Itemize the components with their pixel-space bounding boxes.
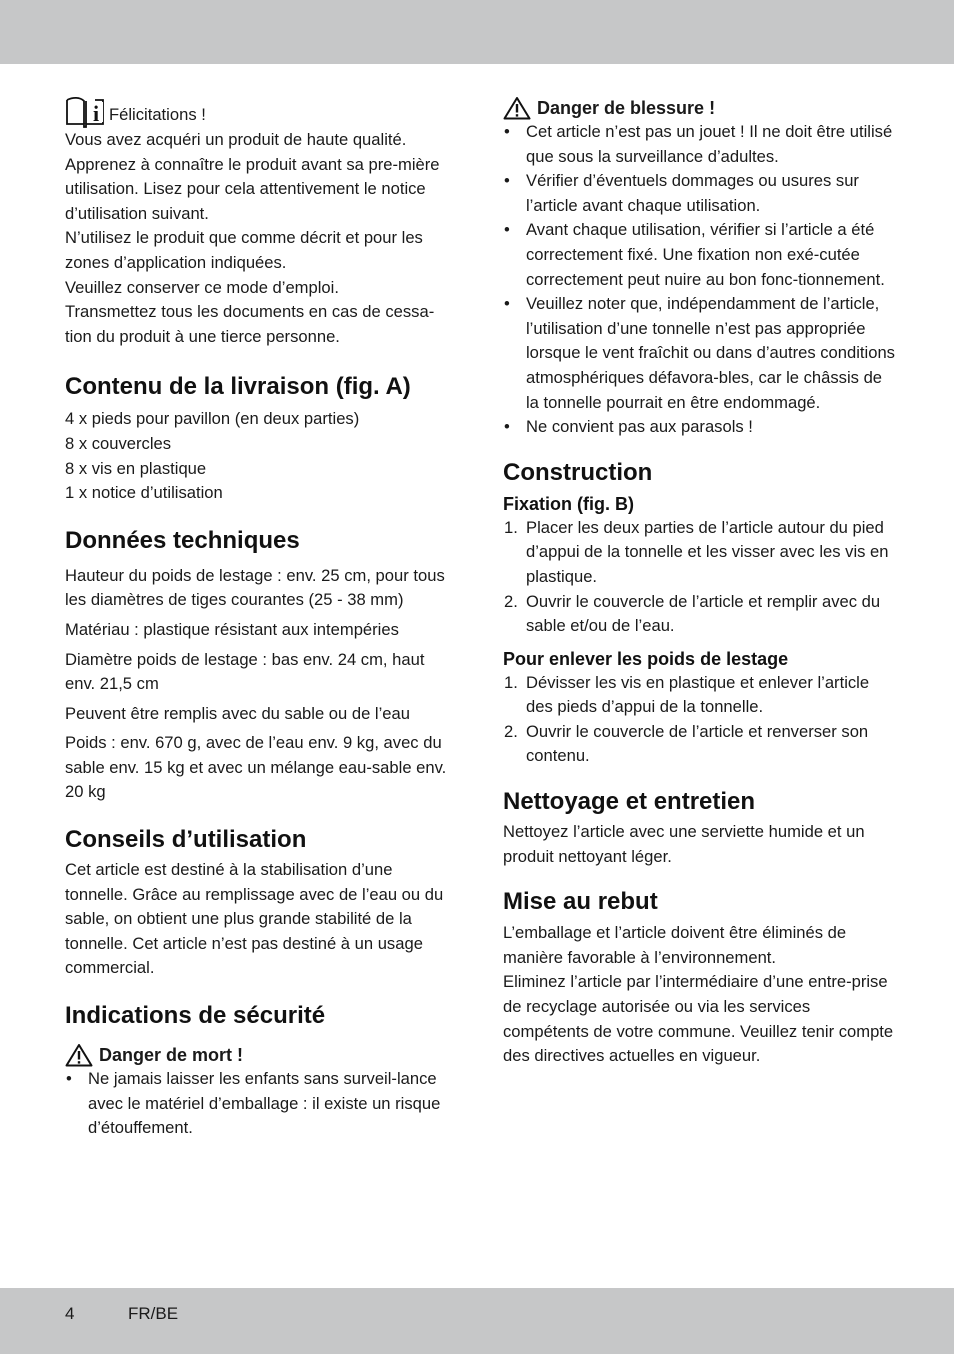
contents-item: 1 x notice d’utilisation	[65, 483, 223, 503]
fixation-steps	[503, 516, 895, 639]
construction-title: Construction	[503, 458, 653, 486]
list-item-text: Ne jamais laisser les enfants sans surveil-lance avec le matériel d’emballage : il existe un risque d’étouffement.	[88, 1069, 441, 1138]
contents-item: 8 x vis en plastique	[65, 458, 207, 478]
danger-injury-heading	[503, 96, 895, 120]
language-code: FR/BE	[128, 1304, 179, 1323]
list-item-text: Dévisser les vis en plastique et enlever l’article des pieds d’appui de la tonnelle.	[526, 672, 870, 717]
list-item: 1. Dévisser les vis en plastique et enlever l’article des pieds d’appui de la tonnelle.	[504, 672, 870, 717]
disposal-title: Mise au rebut	[503, 888, 658, 916]
list-item: • Vérifier d’éventuels dommages ou usures sur l’article avant chaque utilisation.	[504, 171, 859, 215]
contents-list	[65, 407, 450, 505]
contents-title: Contenu de la livraison (fig. A)	[65, 373, 411, 401]
technical-block: Diamètre poids de lestage : bas env. 24 cm, haut env. 21,5 cm	[65, 649, 425, 694]
danger-death-heading	[65, 1043, 450, 1067]
intro-paragraph: N’utilisez le produit que comme décrit et pour les zones d’application indiquées.	[65, 228, 423, 272]
technical-title: Données techniques	[65, 526, 300, 554]
cleaning-title: Nettoyage et entretien	[503, 788, 756, 816]
danger-injury-list	[503, 120, 895, 440]
warning-triangle-icon	[65, 1043, 93, 1067]
page-number: 4	[65, 1304, 75, 1323]
right-column	[503, 96, 895, 1069]
intro-paragraph: Vous avez acquéri un produit de haute qualité. Apprenez à connaître le produit avant sa pre-mière utilisation. Lisez pour cela attentivement le notice d’utilisation suivant.	[65, 130, 440, 223]
cleaning-text: Nettoyez l’article avec une serviette humide et un produit nettoyant léger.	[503, 822, 865, 866]
technical-block: Matériau : plastique résistant aux intempéries	[65, 619, 399, 639]
info-book-icon	[65, 96, 105, 128]
list-item-text: Avant chaque utilisation, vérifier si l’article a été correctement fixé. Une fixation non exé-cutée correctement peut nuire au bon fonc-tionnement.	[526, 220, 885, 289]
danger-death-list	[65, 1067, 450, 1141]
intro-greeting: Félicitations !	[109, 105, 206, 125]
list-item: • Avant chaque utilisation, vérifier si l’article a été correctement fixé. Une fixation non exé-cutée correctement peut nuire au bon fonc-tionnement.	[504, 220, 885, 289]
technical-block: Poids : env. 670 g, avec de l’eau env. 9 kg, avec du sable env. 15 kg et avec un mélange eau-sable env. 20 kg	[65, 733, 447, 802]
svg-text:i: i	[93, 101, 100, 126]
technical-data	[65, 564, 450, 805]
technical-block: Peuvent être remplis avec du sable ou de l’eau	[65, 703, 410, 723]
usage-text: Cet article est destiné à la stabilisation d’une tonnelle. Grâce au remplissage avec de l’eau ou du sable, on obtient une plus grande stabilité de la tonnelle. Cet article n’est pas destiné à un usage commercial.	[65, 860, 444, 978]
disposal-paragraph: L’emballage et l’article doivent être éliminés de manière favorable à l’environnement.	[503, 923, 847, 967]
list-item-text: Ouvrir le couvercle de l’article et renverser son contenu.	[526, 721, 869, 766]
removal-steps	[503, 671, 895, 769]
list-item: 2. Ouvrir le couvercle de l’article et renverser son contenu.	[504, 721, 869, 766]
list-item: • Veuillez noter que, indépendamment de l’article, l’utilisation d’une tonnelle n’est pas appropriée lorsque le vent fraîchit ou dans d’autres conditions atmosphériques défavora-bles, car le châssis de la tonnelle pourrait en être endommagé.	[504, 294, 895, 412]
safety-title: Indications de sécurité	[65, 1002, 326, 1030]
intro-paragraph: Transmettez tous les documents en cas de cessa-tion du produit à une tierce personne.	[65, 302, 435, 346]
list-item-text: Ne convient pas aux parasols !	[526, 417, 753, 437]
removal-title: Pour enlever les poids de lestage	[503, 648, 789, 669]
danger-death-label: Danger de mort !	[99, 1045, 244, 1066]
list-item-text: Cet article n’est pas un jouet ! Il ne doit être utilisé que sous la surveillance d’adultes.	[526, 122, 893, 166]
danger-injury-label: Danger de blessure !	[537, 98, 716, 118]
list-item: • Ne convient pas aux parasols !	[504, 417, 753, 437]
list-item-text: Placer les deux parties de l’article autour du pied d’appui de la tonnelle et les visser avec les vis en plastique.	[526, 517, 889, 586]
list-item-text: Vérifier d’éventuels dommages ou usures sur l’article avant chaque utilisation.	[526, 171, 859, 215]
fixation-title: Fixation (fig. B)	[503, 493, 634, 514]
left-column	[65, 96, 450, 1141]
usage-title: Conseils d’utilisation	[65, 826, 307, 854]
intro-greeting-line	[65, 96, 450, 128]
list-item-text: Veuillez noter que, indépendamment de l’article, l’utilisation d’une tonnelle n’est pas appropriée lorsque le vent fraîchit ou dans d’autres conditions atmosphériques défavora-bles, car le châssis de la tonnelle pourrait en être endommagé.	[526, 294, 895, 412]
list-item-text: Ouvrir le couvercle de l’article et remplir avec du sable et/ou de l’eau.	[526, 591, 881, 636]
list-item: 2. Ouvrir le couvercle de l’article et remplir avec du sable et/ou de l’eau.	[504, 591, 881, 636]
technical-block: Hauteur du poids de lestage : env. 25 cm, pour tous les diamètres de tiges courantes (25 - 38 mm)	[65, 565, 445, 610]
warning-triangle-icon	[503, 96, 531, 120]
disposal-paragraph: Eliminez l’article par l’intermédiaire d’une entre-prise de recyclage autorisée ou via les services compétents de votre commune. Veuillez tenir compte des directives actuelles en vigueur.	[503, 972, 894, 1066]
intro-paragraph: Veuillez conserver ce mode d’emploi.	[65, 277, 339, 297]
list-item: • Cet article n’est pas un jouet ! Il ne doit être utilisé que sous la surveillance d’adultes.	[504, 122, 893, 166]
header-bar	[0, 0, 954, 64]
contents-item: 4 x pieds pour pavillon (en deux parties)	[65, 409, 360, 429]
contents-item: 8 x couvercles	[65, 433, 172, 453]
list-item: • Ne jamais laisser les enfants sans surveil-lance avec le matériel d’emballage : il existe un risque d’étouffement.	[66, 1069, 441, 1138]
list-item: 1. Placer les deux parties de l’article autour du pied d’appui de la tonnelle et les visser avec les vis en plastique.	[504, 517, 889, 586]
